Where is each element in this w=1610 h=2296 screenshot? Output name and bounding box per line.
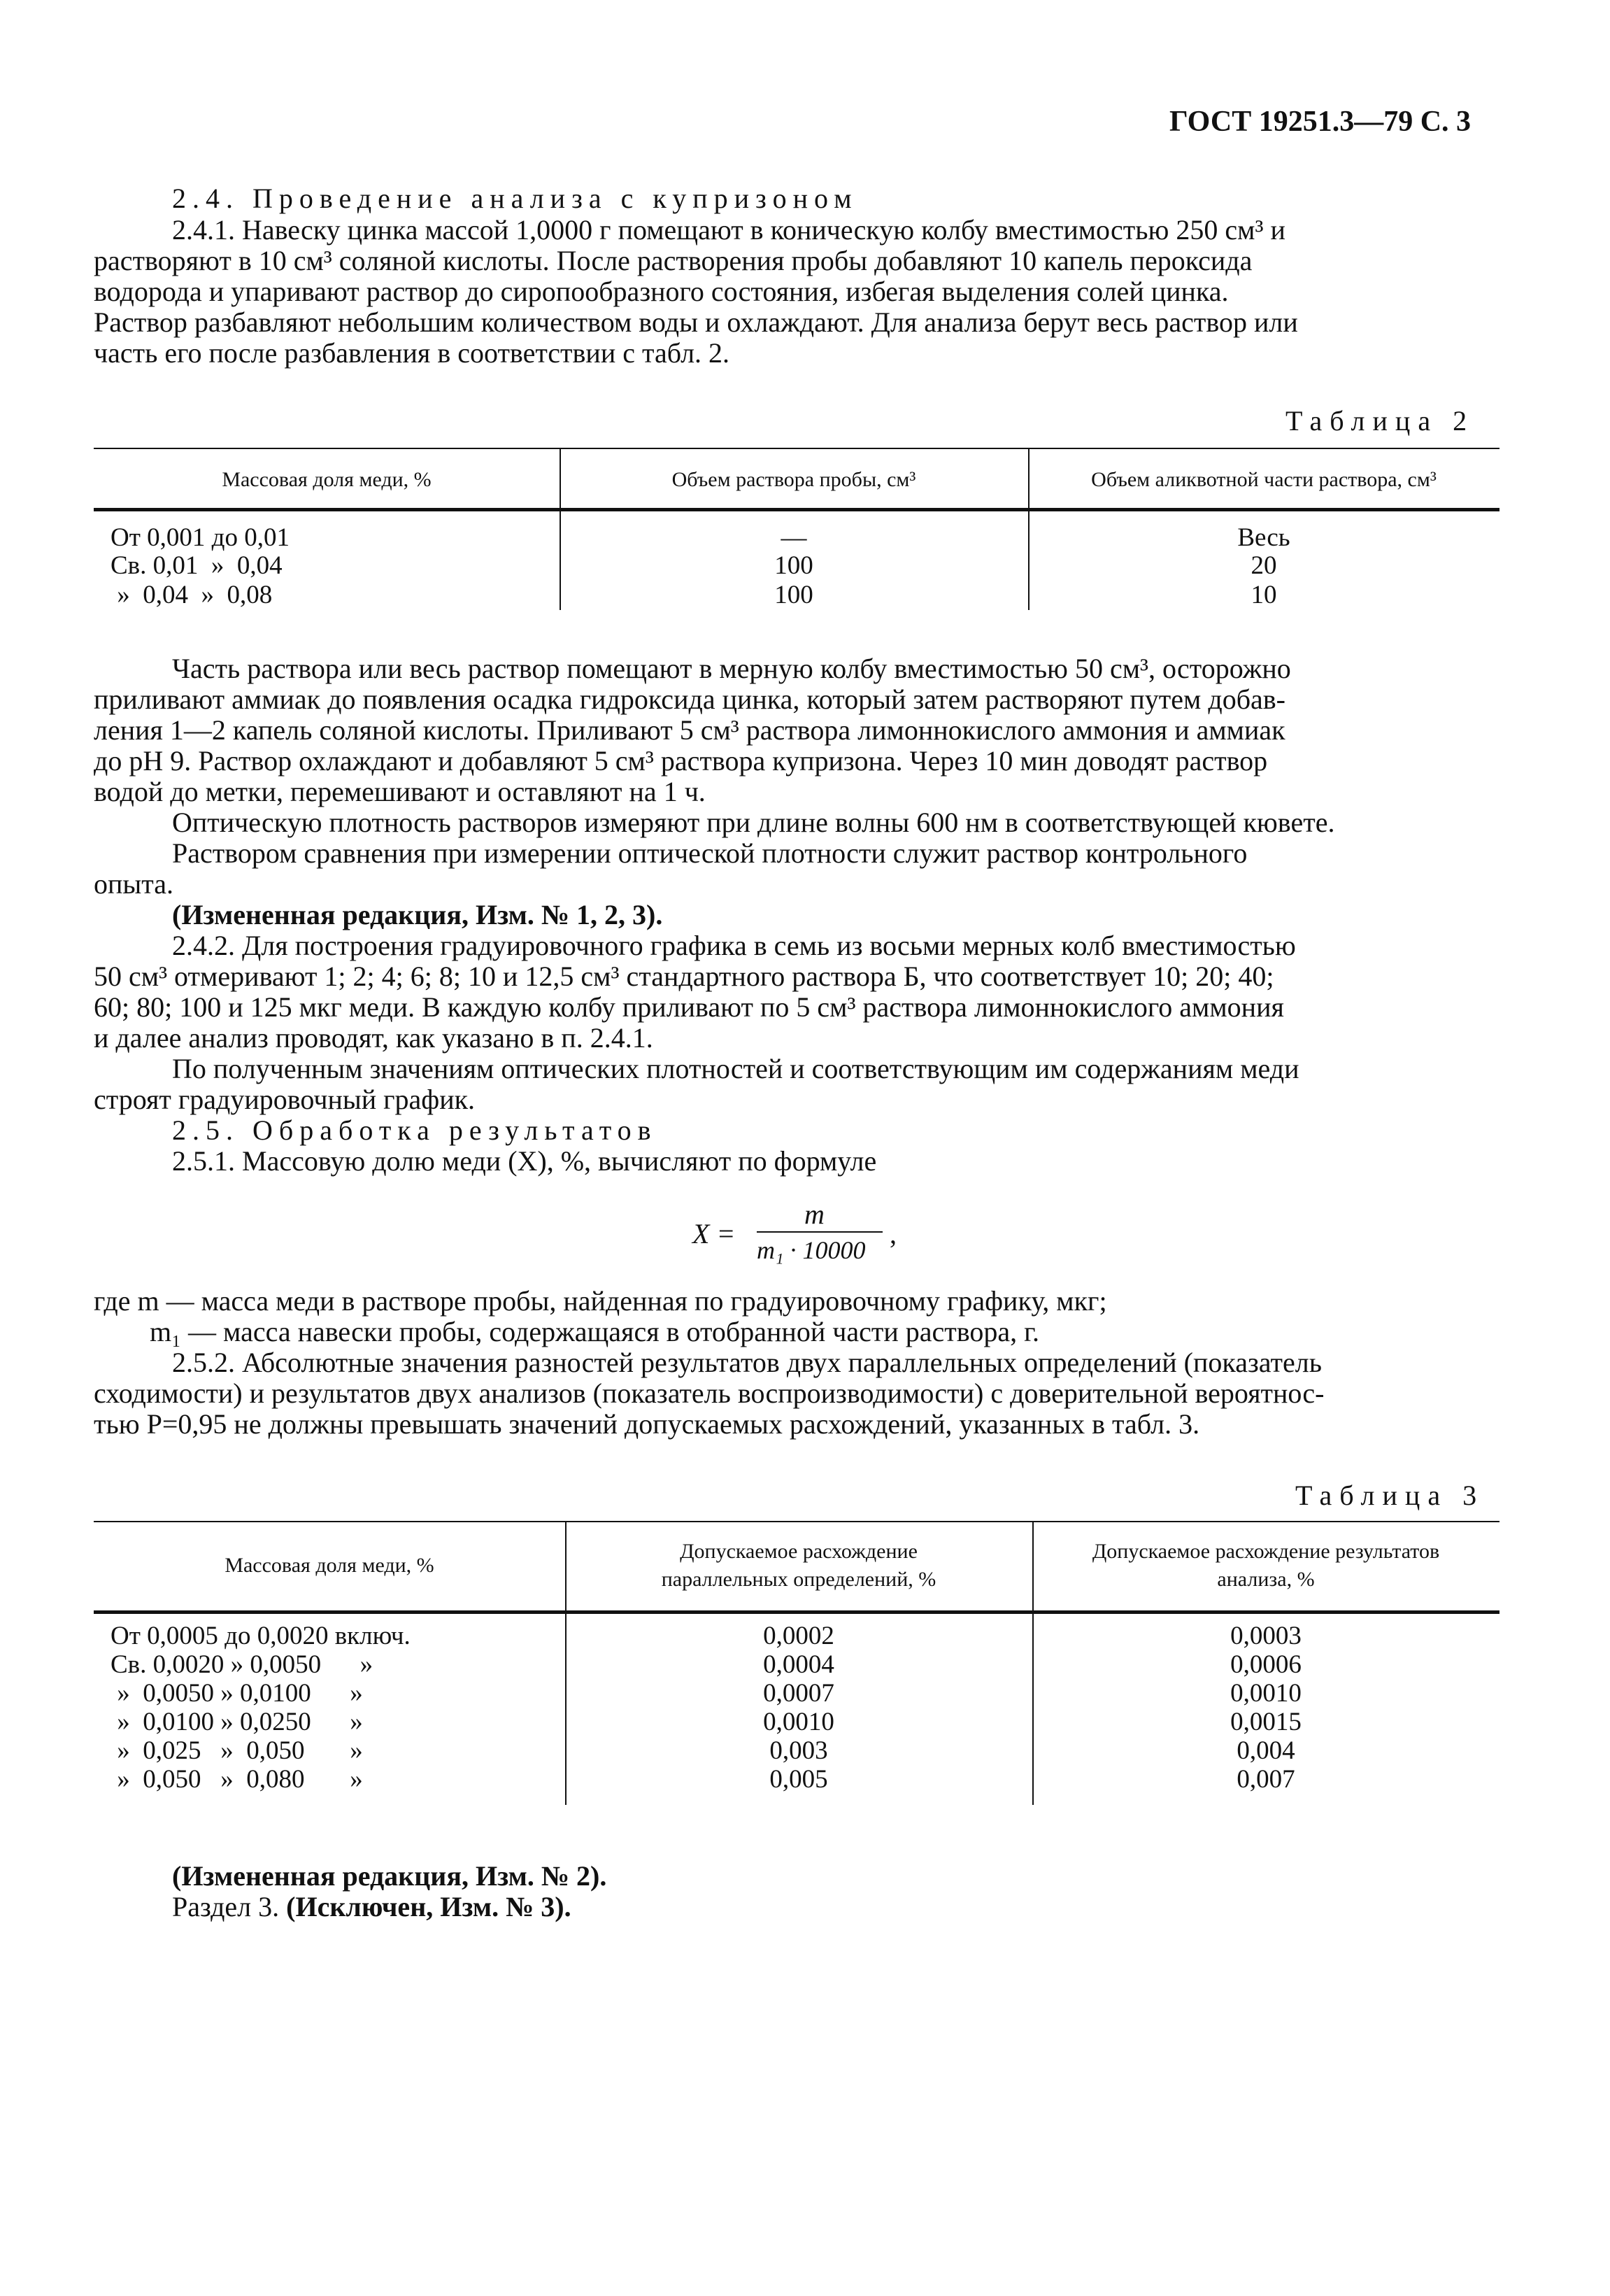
table-3-cell: 0,007	[1237, 1765, 1295, 1794]
table-3-cell: 0,004	[1237, 1736, 1295, 1765]
formula-tail: ,	[890, 1218, 897, 1249]
para-2-4-1	[94, 215, 1499, 369]
para-line: 2.4.1. Навеску цинка массой 1,0000 г помещают в коническую колбу вместимостью 250 см³ и	[172, 214, 1285, 246]
amendment-note: (Измененная редакция, Изм. № 1, 2, 3).	[172, 899, 663, 930]
table-3-header: Допускаемое расхождение результатов анализа, %	[1092, 1540, 1440, 1591]
section-3-text: Раздел 3. (Исключен, Изм. № 3).	[172, 1891, 571, 1922]
table-3-header: Массовая доля меди, %	[225, 1554, 434, 1577]
para-line: 50 см³ отмеривают 1; 2; 4; 6; 8; 10 и 12,5 см³ стандартного раствора Б, что соответствует 10; 20; 40;	[94, 961, 1274, 992]
table-2-cell: 20	[1251, 551, 1277, 580]
table-2-cell: 100	[774, 581, 813, 609]
table-3-caption: Таблица 3	[1295, 1480, 1485, 1511]
formula	[692, 1198, 923, 1268]
table-3-cell: 0,0010	[1230, 1679, 1302, 1708]
table-2-cell: —	[781, 523, 807, 552]
table-3-cell: 0,003	[769, 1736, 828, 1765]
para-line: опыта.	[94, 868, 174, 900]
para-line: Оптическую плотность растворов измеряют при длине волны 600 нм в соответствующей кювете.	[172, 807, 1335, 838]
table-3-cell: » 0,0050 » 0,0100 »	[111, 1679, 363, 1708]
para-line: до рН 9. Раствор охлаждают и добавляют 5 см³ раствора купризона. Через 10 мин доводят раствор	[94, 745, 1268, 777]
table-3-cell: 0,0002	[763, 1622, 834, 1650]
table-3-header: Допускаемое расхождение параллельных определений, %	[661, 1540, 936, 1591]
table-2-header: Объем аликвотной части раствора, см³	[1091, 468, 1437, 491]
section-2-4-title: 2.4. Проведение анализа с купризоном	[172, 183, 858, 214]
formula-lhs: X =	[692, 1218, 736, 1249]
para-line: m₁ — масса навески пробы, содержащаяся в отобранной части раствора, г.	[150, 1316, 1039, 1347]
table-2-cell: Св. 0,01 » 0,04	[111, 551, 283, 580]
table-3-cell: 0,0004	[763, 1650, 834, 1679]
page-header: ГОСТ 19251.3—79 С. 3	[1169, 106, 1472, 138]
formula-explanation	[94, 1286, 1499, 1440]
para-line: тью Р=0,95 не должны превышать значений допускаемых расхождений, указанных в табл. 3.	[94, 1408, 1200, 1440]
table-3-cell: Св. 0,0020 » 0,0050 »	[111, 1650, 373, 1679]
para-line: Часть раствора или весь раствор помещают в мерную колбу вместимостью 50 см³, осторожно	[172, 653, 1291, 684]
para-line: водорода и упаривают раствор до сиропообразного состояния, избегая выделения солей цинка.	[94, 276, 1229, 307]
table-2-cell: Весь	[1237, 523, 1290, 552]
table-2-cell: 10	[1251, 581, 1277, 609]
para-line: строят градуировочный график.	[94, 1084, 476, 1115]
table-2-cell: 100	[774, 551, 813, 580]
table-2-caption: Таблица 2	[1285, 405, 1475, 437]
table-2-header: Объем раствора пробы, см³	[671, 468, 916, 491]
table-3-cell: 0,0007	[763, 1679, 834, 1708]
para-line: 2.5.1. Массовую долю меди (X), %, вычисляют по формуле	[172, 1145, 877, 1177]
formula-numerator: m	[804, 1198, 825, 1230]
para-line: часть его после разбавления в соответствии с табл. 2.	[94, 337, 730, 369]
para-line: ления 1—2 капель соляной кислоты. Приливают 5 см³ раствора лимоннокислого аммония и аммиак	[94, 714, 1285, 746]
table-3-cell: 0,0010	[763, 1708, 834, 1736]
table-3-cell: 0,005	[769, 1765, 828, 1794]
table-2-header: Массовая доля меди, %	[222, 468, 432, 491]
table-3-cell: 0,0006	[1230, 1650, 1302, 1679]
para-line: водой до метки, перемешивают и оставляют на 1 ч.	[94, 776, 706, 807]
para-line: Раствор разбавляют небольшим количеством воды и охлаждают. Для анализа берут весь раствор или	[94, 306, 1298, 338]
table-2-cell: » 0,04 » 0,08	[111, 581, 273, 609]
table-3-cell: » 0,050 » 0,080 »	[111, 1765, 363, 1794]
para-line: 60; 80; 100 и 125 мкг меди. В каждую колбу приливают по 5 см³ раствора лимоннокислого аммония	[94, 991, 1284, 1023]
section-3-amendment: (Исключен, Изм. № 3).	[286, 1891, 571, 1922]
para-line: где m — масса меди в растворе пробы, найденная по градуировочному графику, мкг;	[94, 1285, 1107, 1317]
table-3-cell: 0,0003	[1230, 1622, 1302, 1650]
amendment-note: (Измененная редакция, Изм. № 2).	[172, 1860, 607, 1892]
table-2-cell: От 0,001 до 0,01	[111, 523, 290, 552]
para-line: 2.4.2. Для построения градуировочного графика в семь из восьми мерных колб вместимостью	[172, 930, 1296, 961]
para-after-table-2	[94, 653, 1499, 1177]
para-line: приливают аммиак до появления осадка гидроксида цинка, который затем растворяют путем добав-	[94, 683, 1286, 715]
section-2-5-title: 2.5. Обработка результатов	[172, 1114, 657, 1146]
para-line: и далее анализ проводят, как указано в п. 2.4.1.	[94, 1022, 653, 1054]
section-3-note	[172, 1892, 571, 1922]
para-line: По полученным значениям оптических плотностей и соответствующим им содержаниям меди	[172, 1053, 1299, 1084]
table-3-cell: От 0,0005 до 0,0020 включ.	[111, 1622, 411, 1650]
table-3-cell: » 0,025 » 0,050 »	[111, 1736, 363, 1765]
formula-denominator: m₁ · 10000	[757, 1236, 866, 1264]
para-line: Раствором сравнения при измерении оптической плотности служит раствор контрольного	[172, 837, 1248, 869]
table-3-cell: 0,0015	[1230, 1708, 1302, 1736]
para-line: сходимости) и результатов двух анализов (показатель воспроизводимости) с доверительной вероятнос-	[94, 1377, 1325, 1409]
para-line: 2.5.2. Абсолютные значения разностей результатов двух параллельных определений (показатель	[172, 1347, 1322, 1378]
table-3-cell: » 0,0100 » 0,0250 »	[111, 1708, 363, 1736]
para-line: растворяют в 10 см³ соляной кислоты. После растворения пробы добавляют 10 капель пероксида	[94, 245, 1253, 276]
